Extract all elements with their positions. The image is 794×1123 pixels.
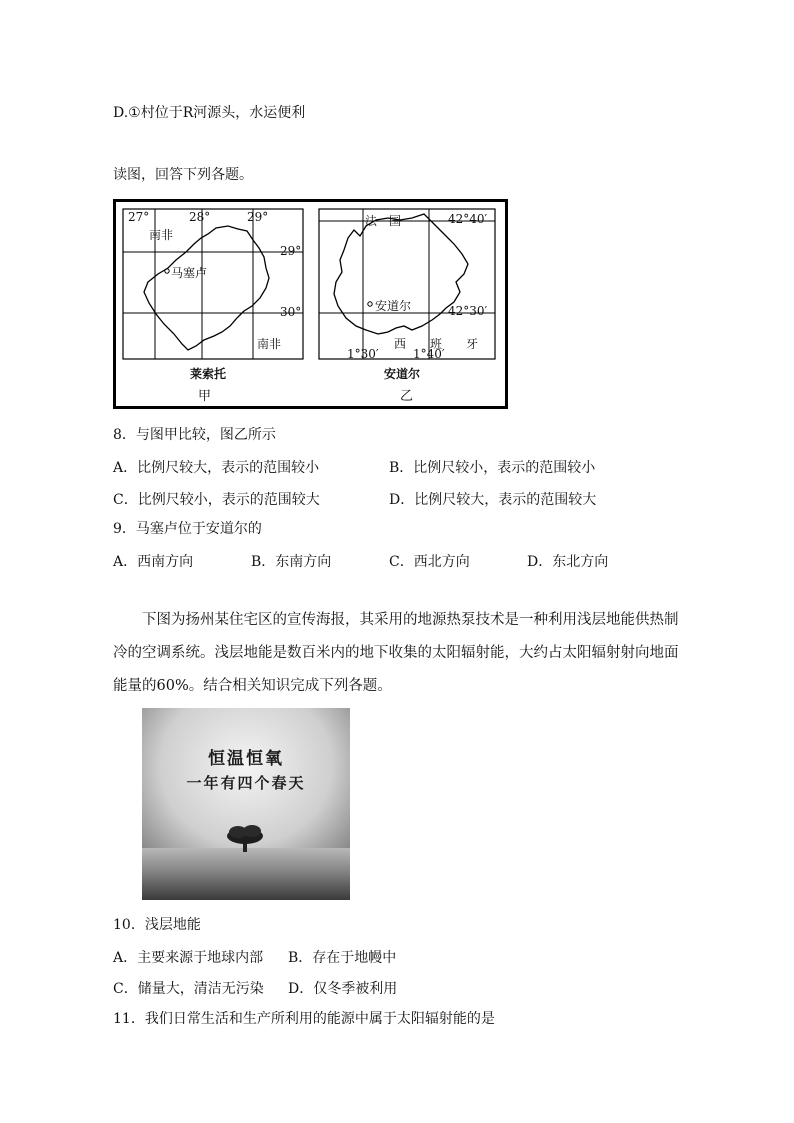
left-region-bottom: 南非 [257,337,282,351]
right-city-label: 安道尔 [375,299,412,313]
poster-line-2: 一年有四个春天 [186,774,306,792]
q8-option-c: C．比例尺较小，表示的范围较大 [113,492,320,508]
right-map-caption: 安道尔 [384,367,421,381]
left-map-caption: 莱索托 [190,367,227,381]
q9-option-d: D．东北方向 [527,554,609,570]
right-lat-label-42-30: 42°30′ [448,304,488,318]
right-lon-label-1-40: 1°40′ [413,347,445,361]
q9-option-c: C．西北方向 [389,554,470,570]
poster-line-1: 恒温恒氧 [208,749,284,769]
right-country-top: 法 国 [365,214,402,228]
q10-stem: 10．浅层地能 [113,917,201,933]
q10-option-b: B．存在于地幔中 [288,950,397,966]
maseru-dot [165,269,169,273]
left-lat-label-30: 30° [280,305,302,319]
left-city-label: 马塞卢 [171,266,208,280]
left-lon-label-28: 28° [189,210,211,224]
andorra-la-vella-dot [368,302,372,306]
right-map-label: 乙 [400,389,414,404]
left-map-label: 甲 [198,389,212,404]
left-lat-label-29: 29° [280,244,302,258]
left-region-top: 南非 [149,228,174,242]
right-lon-label-1-30: 1°30′ [347,347,379,361]
poster-image [142,708,350,900]
section-prompt: 读图，回答下列各题。 [113,167,253,183]
right-country-bottom: 西 班 牙 [394,337,479,351]
left-lon-label-27: 27° [128,210,150,224]
q9-option-b: B．东南方向 [251,554,332,570]
q8-option-d: D．比例尺较大，表示的范围较大 [389,492,597,508]
q10-option-a: A．主要来源于地球内部 [113,950,264,966]
q10-option-d: D．仅冬季被利用 [288,981,398,997]
passage-paragraph: 下图为扬州某住宅区的宣传海报，其采用的地源热泵技术是一种利用浅层地能供热制冷的空调系统。浅层地能是数百米内的地下收集的太阳辐射能，大约占太阳辐射射向地面能量的60%。结合相关知识完成下列各题。 [113,612,679,694]
q10-option-c: C．储量大，清洁无污染 [113,981,264,997]
prev-option-d: D.①村位于R河源头，水运便利 [113,105,306,121]
maps-drawing [116,202,505,406]
maps-figure [113,199,508,409]
q11-stem: 11．我们日常生活和生产所利用的能源中属于太阳辐射能的是 [113,1011,495,1027]
q8-option-b: B．比例尺较小，表示的范围较小 [389,460,596,476]
q8-option-a: A．比例尺较大，表示的范围较小 [113,460,320,476]
poster-drawing [142,708,350,900]
q9-option-a: A．西南方向 [113,554,194,570]
right-lat-label-42-40: 42°40′ [448,212,488,226]
q9-stem: 9．马塞卢位于安道尔的 [113,521,262,537]
q8-stem: 8．与图甲比较，图乙所示 [113,427,276,443]
left-lon-label-29: 29° [247,210,269,224]
lesotho-border [144,226,269,350]
